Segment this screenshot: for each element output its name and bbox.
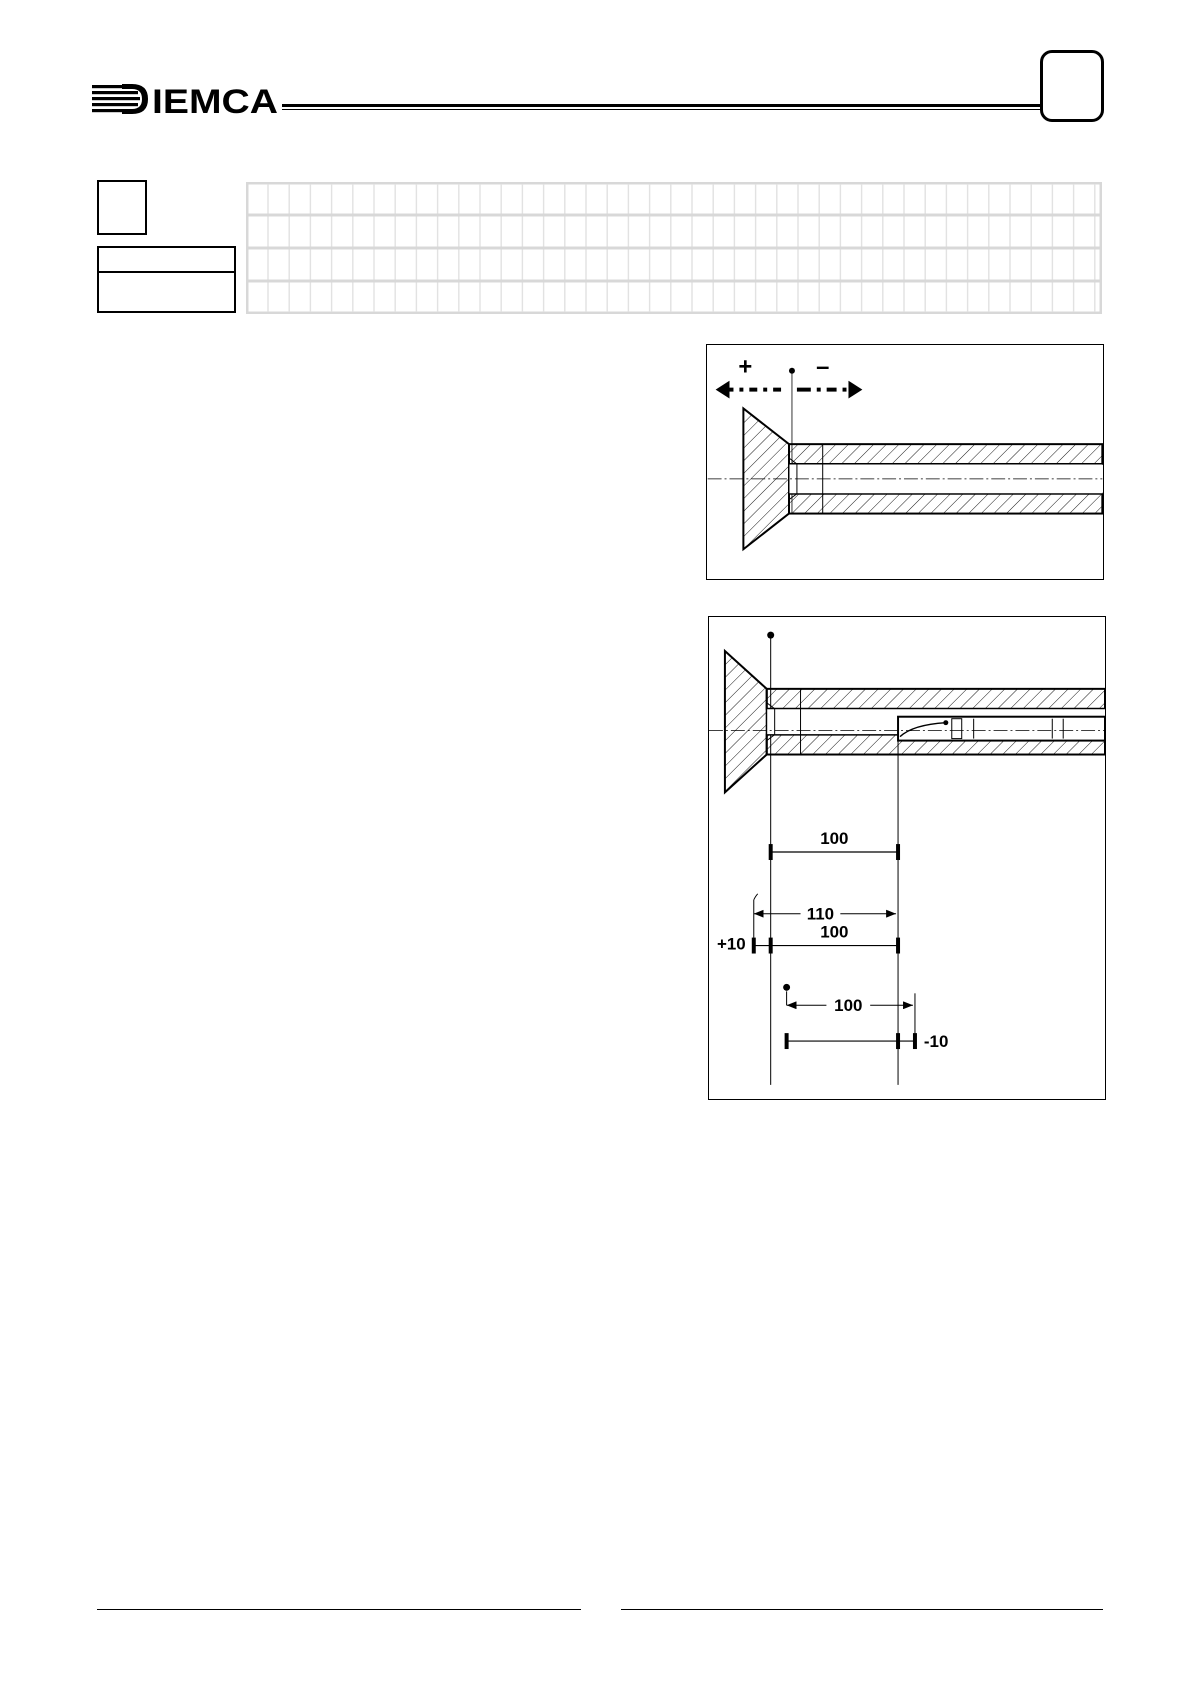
tube-wall-bottom: [789, 494, 1102, 514]
brand-name: IEMCA: [152, 83, 278, 118]
footer-rule-left: [97, 1609, 581, 1610]
chapter-tab: [1040, 50, 1104, 122]
dimension-a: [769, 829, 900, 860]
title-grid-band: [246, 182, 1102, 314]
footer-rule-right: [621, 1609, 1103, 1610]
dim-a-label: 100: [820, 829, 849, 849]
minus-label: –: [816, 353, 830, 381]
header-rule: [282, 104, 1042, 110]
chuck-cone: [725, 651, 767, 792]
bar-stock: [898, 717, 1105, 741]
spindle-direction-figure: [706, 344, 1104, 580]
section-label-divider: [97, 271, 236, 273]
dim-b-part-label: 100: [820, 922, 849, 942]
dimension-b: [717, 894, 900, 954]
arrow-left-icon: [716, 381, 730, 399]
dim-c-label: 100: [834, 996, 863, 1016]
tube-wall-top: [789, 444, 1102, 464]
bar-position-figure: [708, 616, 1106, 1100]
section-label-box: [97, 246, 236, 313]
arrow-right-icon: [848, 381, 862, 399]
iemca-logo: [92, 82, 282, 118]
dim-b-total-label: 110: [806, 904, 835, 924]
dim-c-offset-label: -10: [923, 1032, 949, 1052]
plus-label: +: [738, 353, 753, 381]
tube-wall-top: [767, 689, 1105, 709]
dim-b-offset-label: +10: [716, 934, 746, 954]
section-number-box: [97, 180, 147, 235]
dimension-c: [783, 984, 948, 1051]
iemca-stripes-logo-icon: [92, 84, 148, 114]
reference-point-icon: [783, 984, 790, 991]
